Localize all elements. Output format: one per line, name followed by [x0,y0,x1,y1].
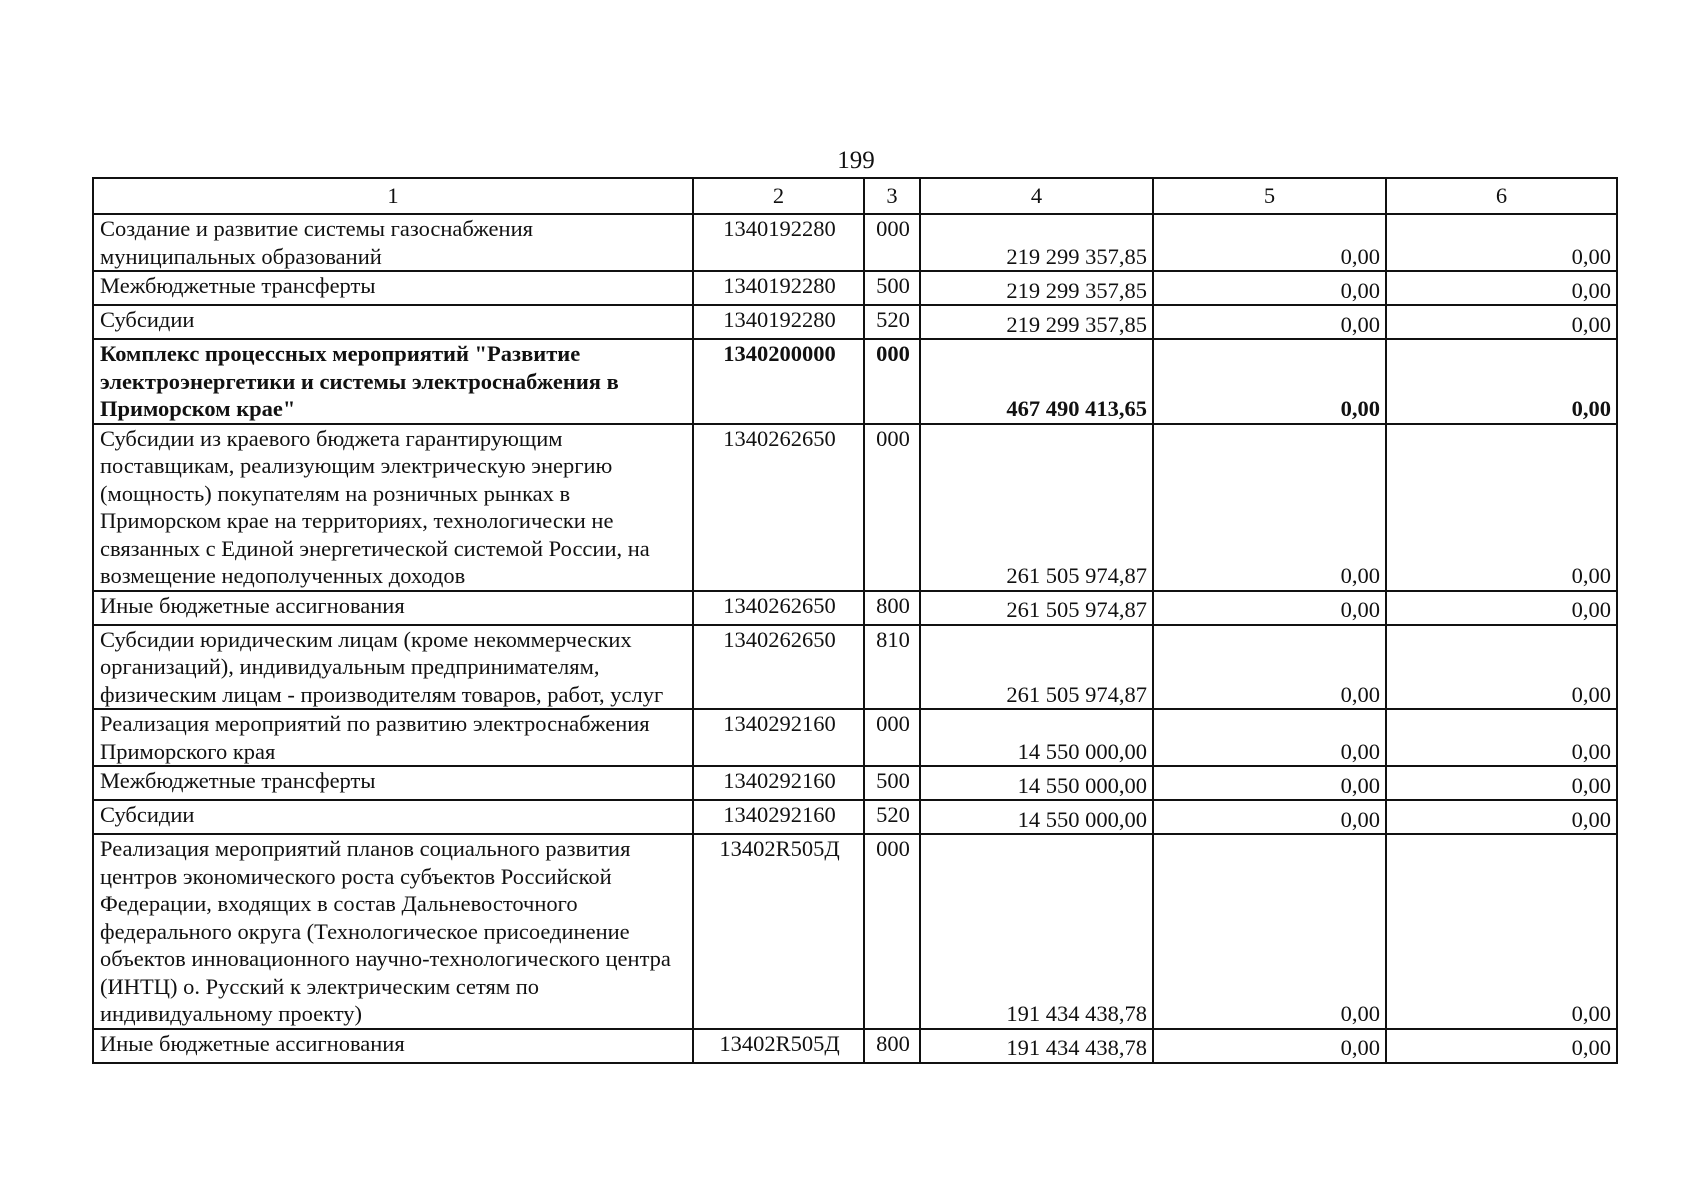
expense-type-code: 000 [864,339,920,424]
table-row [93,625,1617,710]
target-code: 1340192280 [693,271,864,305]
expense-type-code: 520 [864,305,920,339]
amount-col-4: 261 505 974,87 [920,591,1153,625]
table-row [93,709,1617,766]
amount-col-4: 219 299 357,85 [920,214,1153,271]
item-name: Субсидии юридическим лицам (кроме некоммерческих организаций), индивидуальным предпринимателям, физическим лицам - производителям товаров, работ, услуг [93,625,693,710]
expense-type-code: 500 [864,271,920,305]
amount-col-5: 0,00 [1153,271,1386,305]
amount-col-4: 14 550 000,00 [920,800,1153,834]
target-code: 1340200000 [693,339,864,424]
table-row [93,766,1617,800]
amount-col-5: 0,00 [1153,424,1386,591]
amount-col-4: 261 505 974,87 [920,424,1153,591]
amount-col-6: 0,00 [1386,214,1617,271]
item-name: Создание и развитие системы газоснабжения муниципальных образований [93,214,693,271]
target-code: 1340262650 [693,591,864,625]
table-row [93,834,1617,1029]
target-code: 1340292160 [693,766,864,800]
amount-col-4: 191 434 438,78 [920,834,1153,1029]
target-code: 1340292160 [693,800,864,834]
amount-col-5: 0,00 [1153,625,1386,710]
amount-col-4: 219 299 357,85 [920,305,1153,339]
amount-col-4: 191 434 438,78 [920,1029,1153,1063]
amount-col-5: 0,00 [1153,214,1386,271]
amount-col-6: 0,00 [1386,625,1617,710]
amount-col-6: 0,00 [1386,591,1617,625]
item-name: Реализация мероприятий планов социального развития центров экономического роста субъектов Российской Федерации, входящих в состав Дальневосточного федерального округа (Технологическое присоединение объектов инновационного научно-технологического центра (ИНТЦ) о. Русский к электрическим сетям по индивидуальному проекту) [93,834,693,1029]
target-code: 1340192280 [693,214,864,271]
table-row [93,800,1617,834]
amount-col-4: 14 550 000,00 [920,766,1153,800]
table-row [93,214,1617,271]
expense-type-code: 000 [864,709,920,766]
amount-col-5: 0,00 [1153,834,1386,1029]
amount-col-6: 0,00 [1386,766,1617,800]
amount-col-4: 261 505 974,87 [920,625,1153,710]
budget-table [92,177,1618,1064]
amount-col-4: 219 299 357,85 [920,271,1153,305]
expense-type-code: 500 [864,766,920,800]
table-header-row [93,178,1617,214]
target-code: 13402R505Д [693,834,864,1029]
amount-col-4: 467 490 413,65 [920,339,1153,424]
expense-type-code: 000 [864,834,920,1029]
item-name: Реализация мероприятий по развитию электроснабжения Приморского края [93,709,693,766]
column-header: 3 [864,178,920,214]
amount-col-6: 0,00 [1386,834,1617,1029]
amount-col-6: 0,00 [1386,339,1617,424]
amount-col-5: 0,00 [1153,766,1386,800]
item-name: Субсидии [93,800,693,834]
target-code: 1340262650 [693,424,864,591]
column-header: 4 [920,178,1153,214]
table-row [93,271,1617,305]
table-row [93,424,1617,591]
amount-col-5: 0,00 [1153,1029,1386,1063]
amount-col-6: 0,00 [1386,800,1617,834]
target-code: 1340192280 [693,305,864,339]
item-name: Иные бюджетные ассигнования [93,591,693,625]
amount-col-6: 0,00 [1386,305,1617,339]
page-number: 199 [837,147,875,174]
target-code: 1340262650 [693,625,864,710]
table-row [93,339,1617,424]
expense-type-code: 810 [864,625,920,710]
table-row [93,1029,1617,1063]
amount-col-6: 0,00 [1386,424,1617,591]
item-name: Межбюджетные трансферты [93,271,693,305]
amount-col-6: 0,00 [1386,271,1617,305]
item-name: Иные бюджетные ассигнования [93,1029,693,1063]
amount-col-6: 0,00 [1386,709,1617,766]
item-name: Субсидии из краевого бюджета гарантирующим поставщикам, реализующим электрическую энергию (мощность) покупателям на розничных рынках в Приморском крае на территориях, технологически не связанных с Единой энергетической системой России, на возмещение недополученных доходов [93,424,693,591]
expense-type-code: 800 [864,591,920,625]
amount-col-5: 0,00 [1153,800,1386,834]
amount-col-5: 0,00 [1153,709,1386,766]
table-row [93,305,1617,339]
item-name: Комплекс процессных мероприятий "Развитие электроэнергетики и системы электроснабжения в Приморском крае" [93,339,693,424]
amount-col-5: 0,00 [1153,339,1386,424]
amount-col-5: 0,00 [1153,591,1386,625]
expense-type-code: 000 [864,214,920,271]
item-name: Субсидии [93,305,693,339]
target-code: 1340292160 [693,709,864,766]
column-header: 6 [1386,178,1617,214]
column-header: 5 [1153,178,1386,214]
expense-type-code: 520 [864,800,920,834]
target-code: 13402R505Д [693,1029,864,1063]
item-name: Межбюджетные трансферты [93,766,693,800]
column-header: 1 [93,178,693,214]
amount-col-6: 0,00 [1386,1029,1617,1063]
column-header: 2 [693,178,864,214]
table-row [93,591,1617,625]
amount-col-4: 14 550 000,00 [920,709,1153,766]
expense-type-code: 000 [864,424,920,591]
expense-type-code: 800 [864,1029,920,1063]
amount-col-5: 0,00 [1153,305,1386,339]
